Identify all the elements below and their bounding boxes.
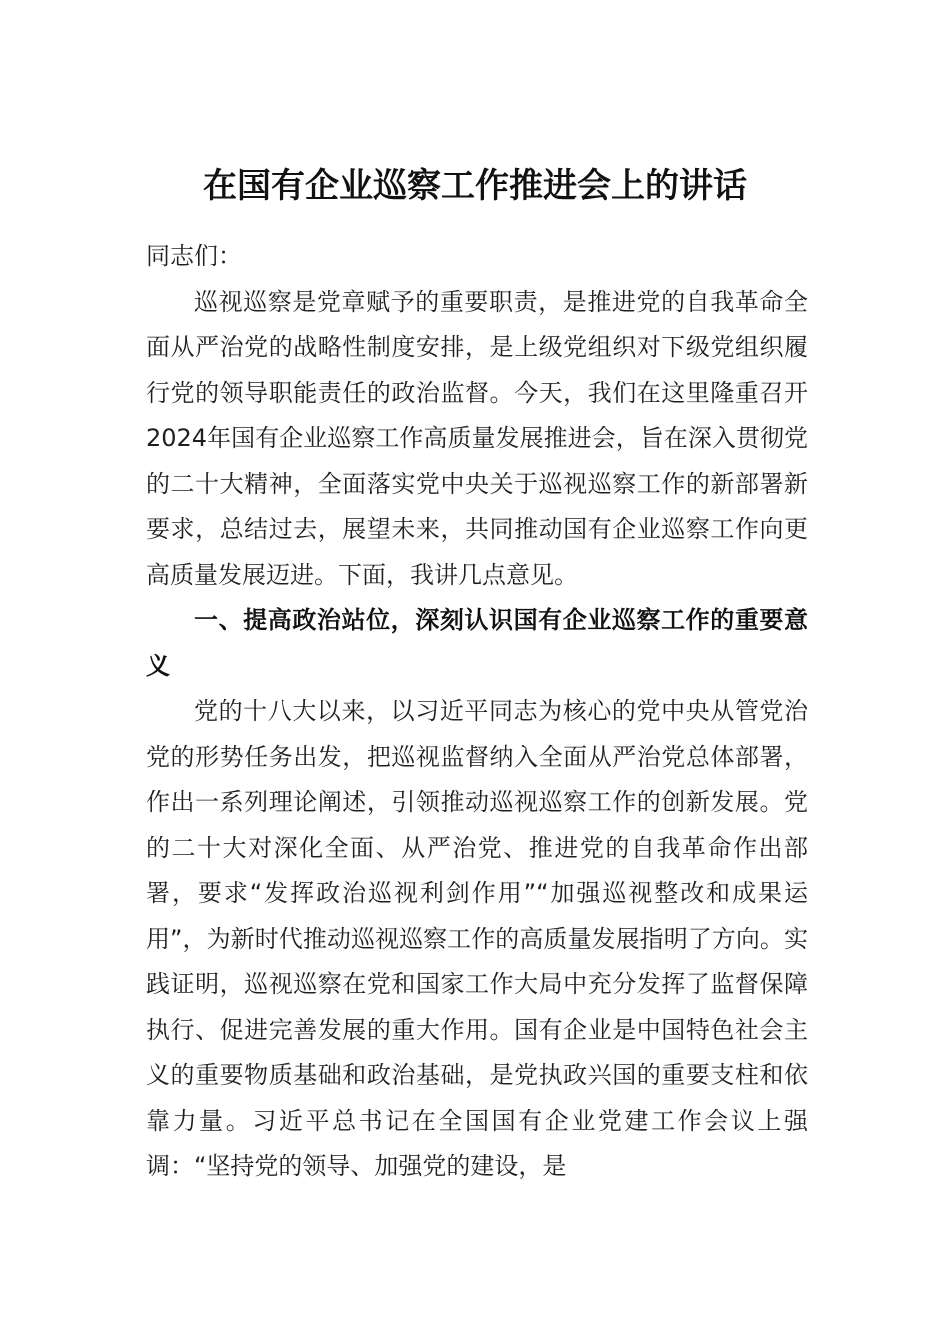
section-heading: 一、提高政治站位，深刻认识国有企业巡察工作的重要意义 (146, 606, 808, 680)
section-paragraph: 党的十八大以来，以习近平同志为核心的党中央从管党治党的形势任务出发，把巡视监督纳入全面从严治党总体部署，作出一系列理论阐述，引领推动巡视巡察工作的创新发展。党的二十大对深化全面、从严治党、推进党的自我革命作出部署，要求“发挥政治巡视利剑作用”“加强巡视整改和成果运用”，为新时代推动巡视巡察工作的高质量发展指明了方向。实践证明，巡视巡察在党和国家工作大局中充分发挥了监督保障执行、促进完善发展的重大作用。国有企业是中国特色社会主义的重要物质基础和政治基础，是党执政兴国的重要支柱和依靠力量。习近平总书记在全国国有企业党建工作会议上强调：“坚持党的领导、加强党的建设，是 (146, 697, 808, 1180)
opening-paragraph: 巡视巡察是党章赋予的重要职责，是推进党的自我革命全面从严治党的战略性制度安排，是上级党组织对下级党组织履行党的领导职能责任的政治监督。今天，我们在这里隆重召开2024年国有企业巡察工作高质量发展推进会，旨在深入贯彻党的二十大精神，全面落实党中央关于巡视巡察工作的新部署新要求，总结过去，展望未来，共同推动国有企业巡察工作向更高质量发展迈进。下面，我讲几点意见。 (146, 287, 808, 589)
salutation: 同志们： (146, 242, 242, 270)
document-title: 在国有企业巡察工作推进会上的讲话 (203, 166, 747, 206)
document-body (146, 234, 808, 1190)
